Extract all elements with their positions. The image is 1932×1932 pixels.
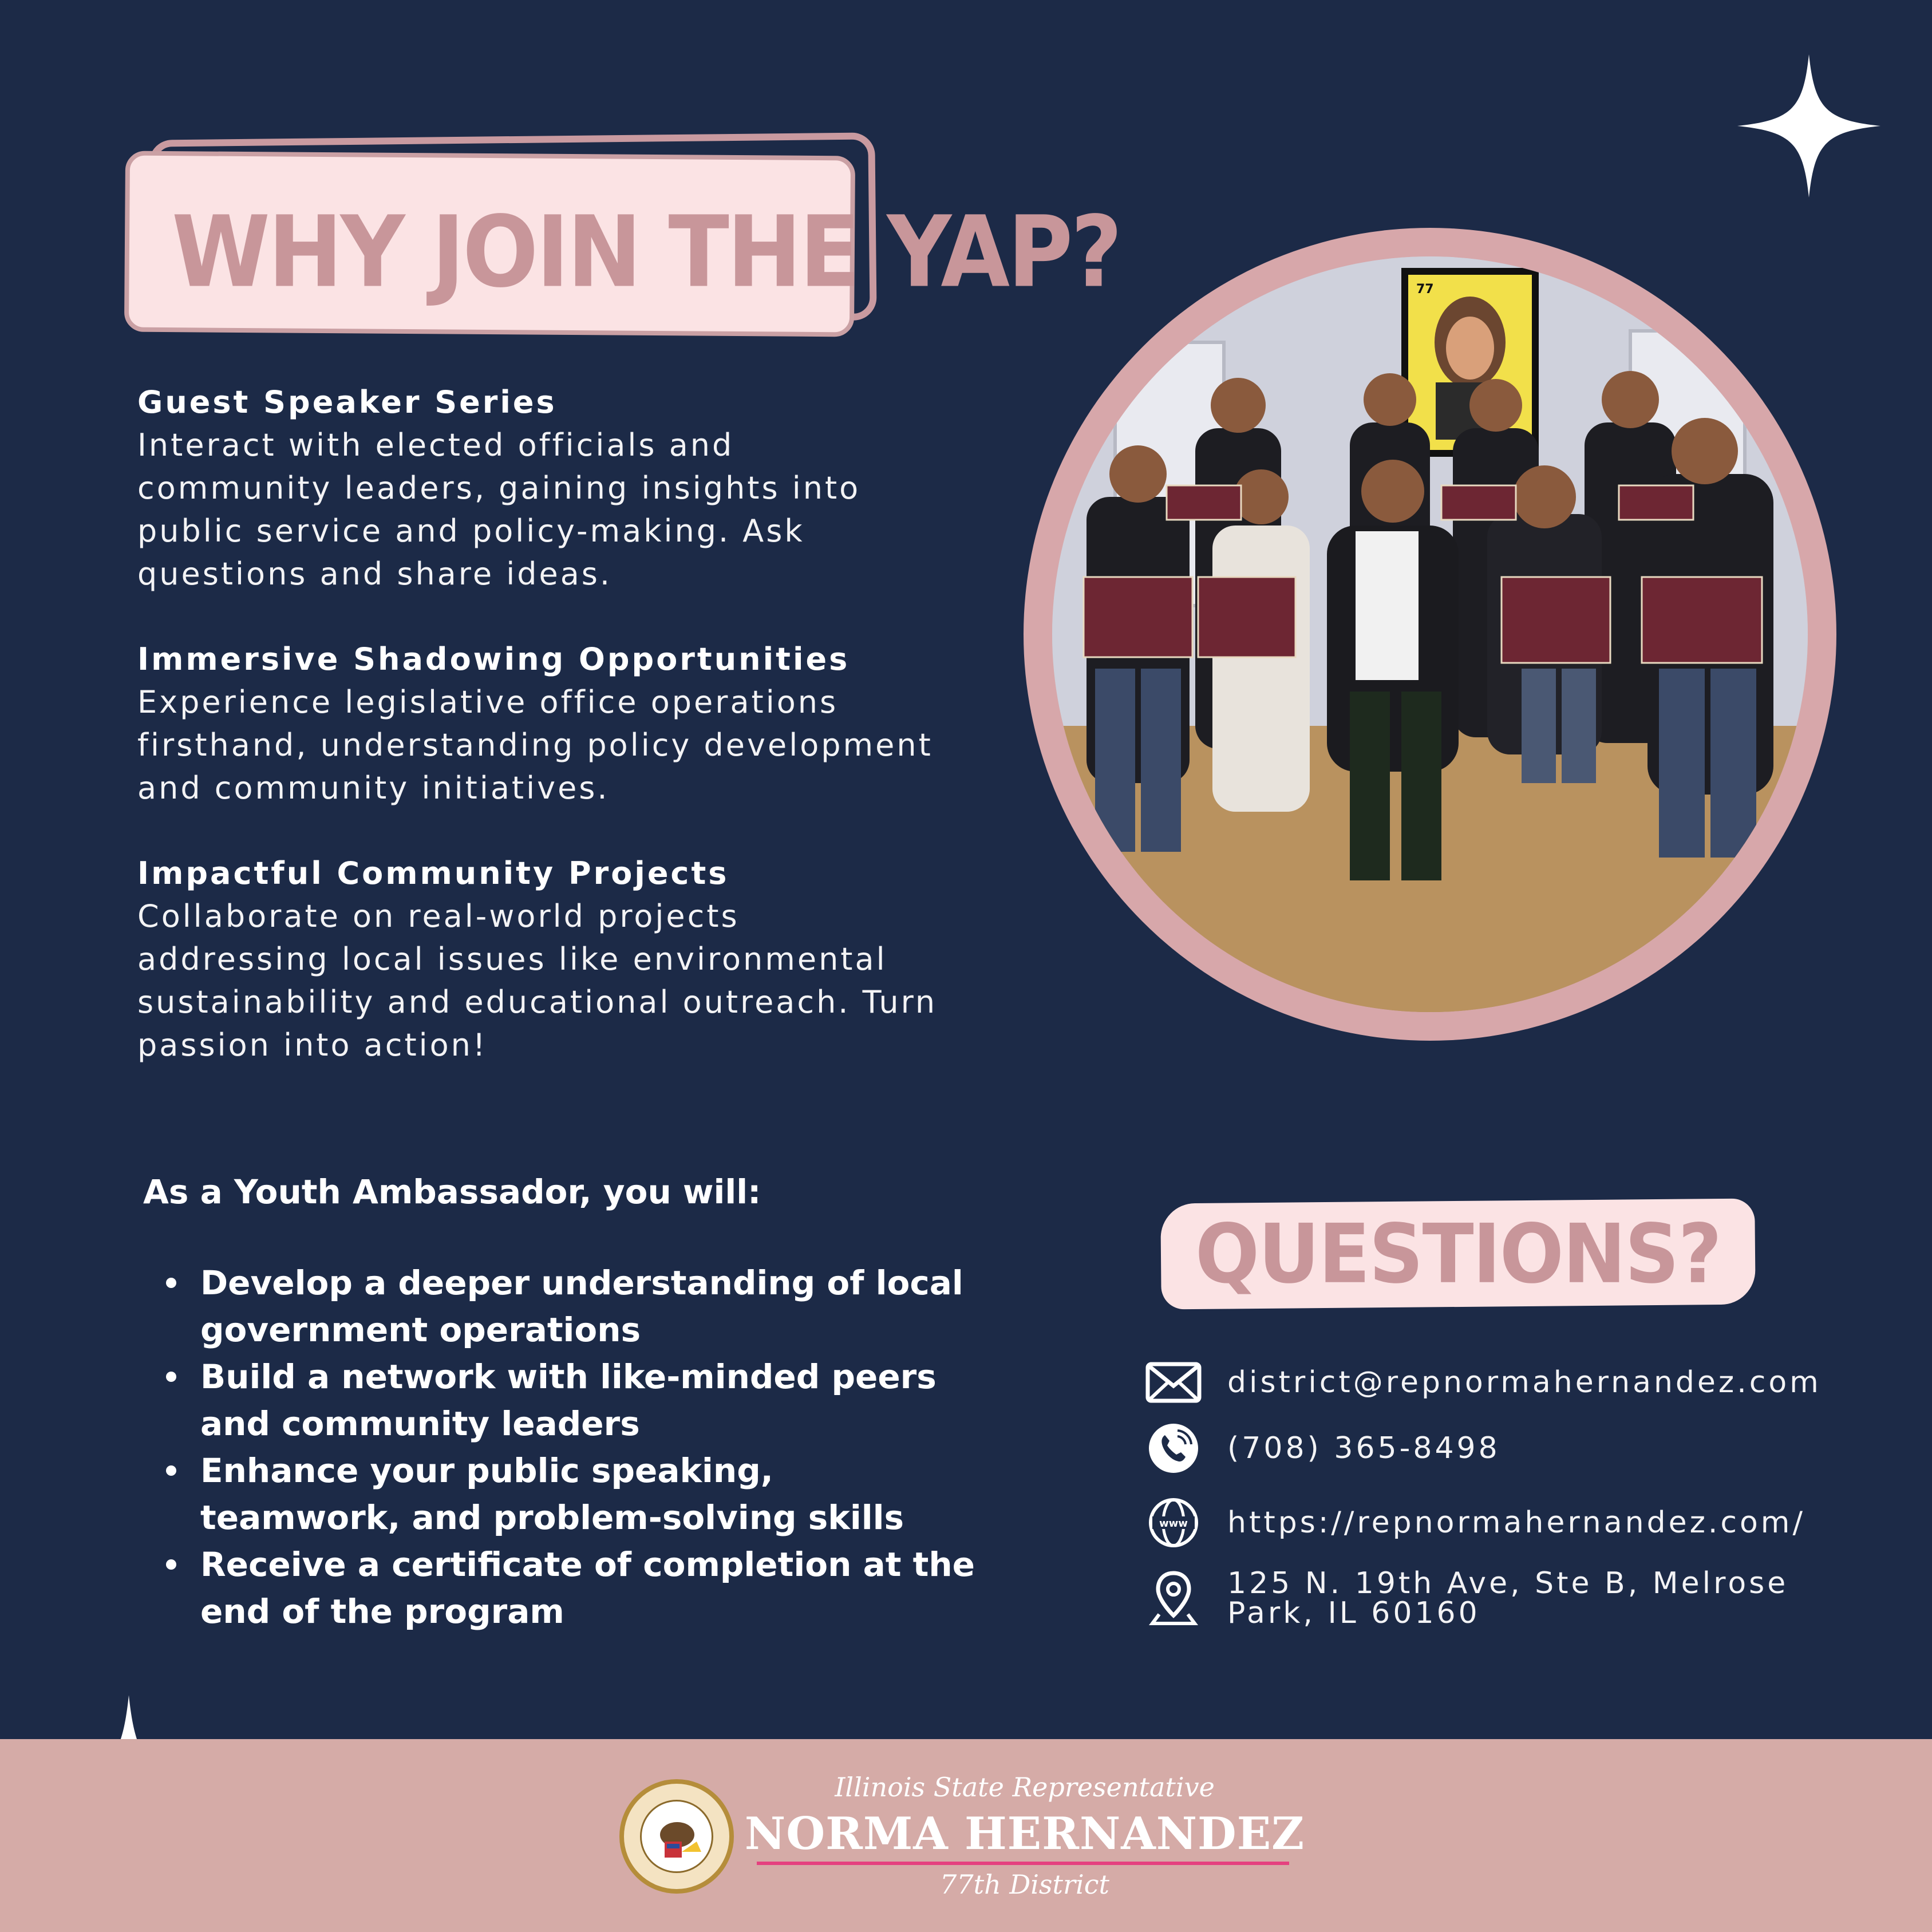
poster-number: 77 — [1416, 282, 1434, 297]
footer-divider — [757, 1862, 1289, 1865]
website-link[interactable]: https://repnormahernandez.com/ — [1227, 1506, 1805, 1540]
sparkle-icon — [1735, 52, 1883, 200]
contact-phone[interactable] — [1145, 1420, 1889, 1477]
footer-name: NORMA HERNANDEZ — [744, 1808, 1305, 1860]
benefit-description: Interact with elected officials and community leaders, gaining insights into public service and policy-making. Ask questions and share ideas. — [137, 427, 861, 592]
envelope-icon — [1145, 1354, 1202, 1411]
globe-icon — [1145, 1494, 1202, 1551]
benefit-item — [137, 381, 996, 595]
address-text: 125 N. 19th Ave, Ste B, Melrose Park, IL 60160 — [1227, 1566, 1789, 1630]
contact-email[interactable] — [1145, 1354, 1889, 1411]
benefit-item — [137, 852, 996, 1066]
state-seal-emblem — [640, 1800, 713, 1873]
list-item: Receive a certificate of completion at the end of the program — [166, 1541, 979, 1635]
benefit-title: Impactful Community Projects — [137, 855, 729, 891]
footer-district: 77th District — [940, 1869, 1109, 1900]
benefit-item — [137, 638, 996, 809]
ambassador-heading: As a Youth Ambassador, you will: — [143, 1172, 761, 1211]
group-photo — [1052, 256, 1808, 1012]
ambassador-list — [166, 1259, 979, 1635]
list-item: Enhance your public speaking, teamwork, and problem-solving skills — [166, 1447, 979, 1541]
group-photo-illustration — [1052, 256, 1808, 1012]
benefit-title: Immersive Shadowing Opportunities — [137, 641, 850, 677]
list-item: Develop a deeper understanding of local government operations — [166, 1259, 979, 1353]
contact-address — [1145, 1568, 1889, 1628]
svg-text:www: www — [1159, 1518, 1188, 1530]
list-item: Build a network with like-minded peers and community leaders — [166, 1353, 979, 1447]
phone-number[interactable]: (708) 365-8498 — [1227, 1431, 1500, 1465]
benefit-title: Guest Speaker Series — [137, 384, 557, 420]
page-title: WHY JOIN THE YAP? — [172, 195, 1120, 310]
location-pin-icon — [1145, 1570, 1202, 1627]
benefit-description: Experience legislative office operations firsthand, understanding policy development and community initiatives. — [137, 684, 933, 806]
contact-website[interactable] — [1145, 1494, 1889, 1551]
benefit-description: Collaborate on real-world projects addressing local issues like environmental sustainability and educational outreach. Turn passion into action! — [137, 898, 938, 1063]
phone-icon — [1145, 1420, 1202, 1477]
questions-heading: QUESTIONS? — [1195, 1207, 1721, 1302]
email-link[interactable]: district@repnormahernandez.com — [1227, 1365, 1822, 1400]
benefits-list — [137, 381, 996, 1109]
footer-subtitle: Illinois State Representative — [835, 1772, 1215, 1803]
